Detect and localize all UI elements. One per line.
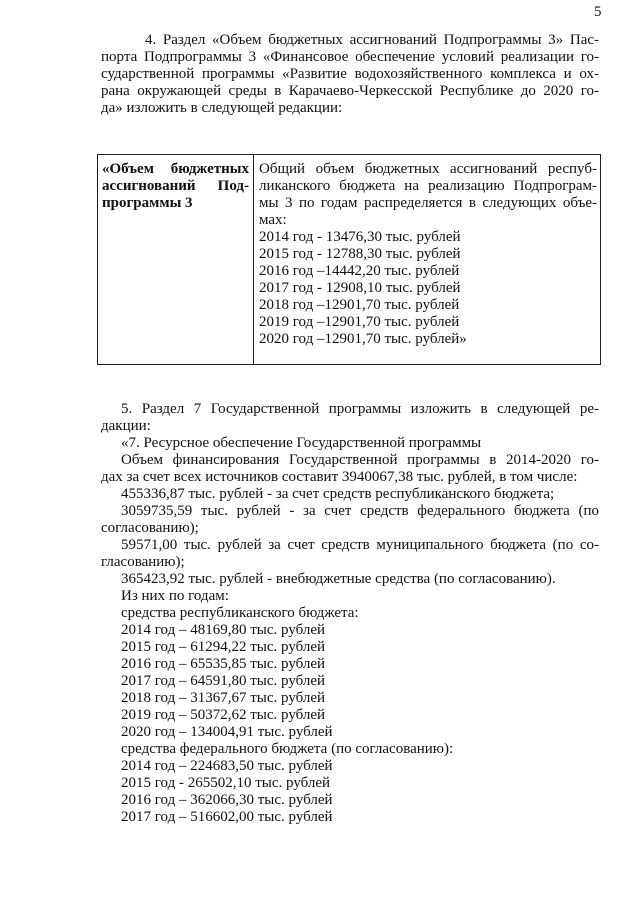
table-year-line: 2019 год –12901,70 тыс. рублей — [259, 314, 460, 330]
section5-heading: «7. Ресурсное обеспечение Государственной программы — [121, 435, 482, 451]
republican-year-line: 2018 год – 31367,67 тыс. рублей — [121, 690, 326, 706]
republican-year-line: 2016 год – 65535,85 тыс. рублей — [121, 656, 326, 672]
federal-year-line: 2015 год - 265502,10 тыс. рублей — [121, 775, 331, 791]
federal-year-line: 2016 год – 362066,30 тыс. рублей — [121, 792, 333, 808]
financing-paragraph — [101, 452, 599, 486]
table-year-line: 2017 год - 12908,10 тыс. рублей — [259, 280, 461, 296]
section4-line: рана окружающей среды в Карачаево-Черкесской Республике до 2020 го- — [101, 83, 599, 99]
table-right-line: ликанского бюджета на реализацию Подпрограм- — [259, 178, 597, 194]
section5-intro-line: 5. Раздел 7 Государственной программы изложить в следующей ре- — [121, 401, 599, 417]
page-number: 5 — [594, 4, 602, 20]
section5-intro-line: дакции: — [101, 418, 151, 434]
table-left-line: программы 3 — [102, 195, 193, 211]
budget-table — [97, 154, 601, 365]
financing-line: Объем финансирования Государственной программы в 2014-2020 го- — [121, 452, 599, 468]
republican-year-line: 2019 год – 50372,62 тыс. рублей — [121, 707, 326, 723]
table-right-cell — [259, 161, 597, 348]
table-left-line: ассигнований Под- — [102, 178, 249, 194]
municipal-paragraph — [101, 537, 599, 571]
table-year-line: 2016 год –14442,20 тыс. рублей — [259, 263, 460, 279]
table-right-line: мах: — [259, 212, 287, 228]
table-left-cell — [102, 161, 249, 212]
table-right-line: Общий объем бюджетных ассигнований респуб- — [259, 161, 597, 177]
federal-year-line: 2014 год – 224683,50 тыс. рублей — [121, 758, 333, 774]
offbudget-total: 365423,92 тыс. рублей - внебюджетные средства (по согласованию). — [121, 571, 556, 587]
republican-total: 455336,87 тыс. рублей - за счет средств республиканского бюджета; — [121, 486, 555, 502]
republican-title: средства республиканского бюджета: — [121, 605, 359, 621]
by-years-label: Из них по годам: — [121, 588, 229, 604]
federal-line: 3059735,59 тыс. рублей - за счет средств федерального бюджета (по — [121, 503, 599, 519]
table-year-line: 2014 год - 13476,30 тыс. рублей — [259, 229, 461, 245]
table-right-line: мы 3 по годам распределяется в следующих объе- — [259, 195, 597, 211]
republican-year-line: 2015 год – 61294,22 тыс. рублей — [121, 639, 326, 655]
federal-line: согласованию); — [101, 520, 199, 536]
table-year-line: 2015 год - 12788,30 тыс. рублей — [259, 246, 461, 262]
section4-line: да» изложить в следующей редакции: — [101, 100, 343, 116]
federal-paragraph — [101, 503, 599, 537]
section5-intro — [101, 401, 599, 435]
table-left-line: «Объем бюджетных — [102, 161, 249, 177]
republican-year-line: 2020 год – 134004,91 тыс. рублей — [121, 724, 333, 740]
federal-year-line: 2017 год – 516602,00 тыс. рублей — [121, 809, 333, 825]
municipal-line: гласованию); — [101, 554, 185, 570]
section4-line: сударственной программы «Развитие водохозяйственного комплекса и ох- — [101, 66, 599, 82]
republican-year-line: 2017 год – 64591,80 тыс. рублей — [121, 673, 326, 689]
republican-year-line: 2014 год – 48169,80 тыс. рублей — [121, 622, 326, 638]
table-column-divider — [253, 155, 254, 364]
section4-paragraph — [101, 32, 599, 117]
financing-line: дах за счет всех источников составит 3940067,38 тыс. рублей, в том числе: — [101, 469, 578, 485]
section4-line: порта Подпрограммы 3 «Финансовое обеспечение условий реализации го- — [101, 49, 599, 65]
table-year-line: 2018 год –12901,70 тыс. рублей — [259, 297, 460, 313]
federal-title: средства федерального бюджета (по согласованию): — [121, 741, 454, 757]
section4-line: 4. Раздел «Объем бюджетных ассигнований Подпрограммы 3» Пас- — [145, 32, 599, 48]
table-year-line: 2020 год –12901,70 тыс. рублей» — [259, 331, 467, 347]
municipal-line: 59571,00 тыс. рублей за счет средств муниципального бюджета (по со- — [121, 537, 599, 553]
